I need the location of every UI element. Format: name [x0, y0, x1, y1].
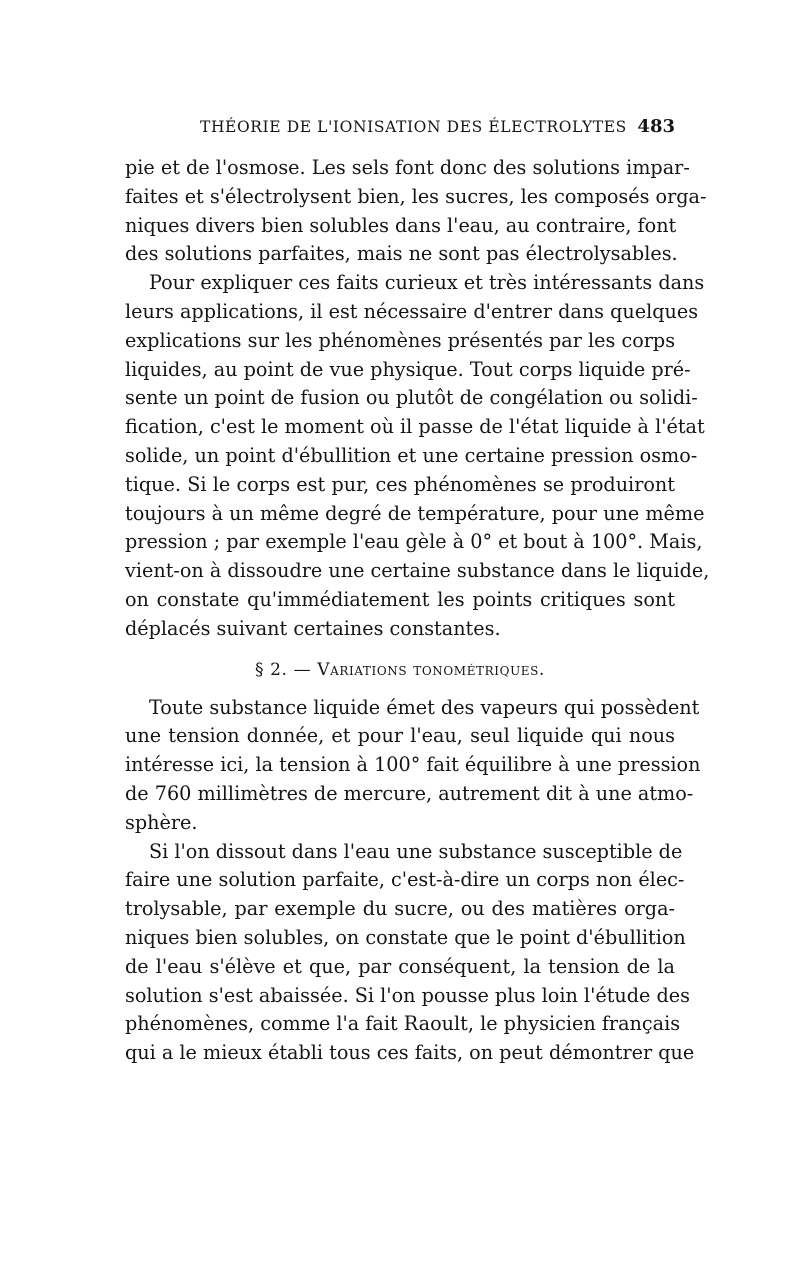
text-line: leurs applications, il est nécessaire d'entrer dans quelques: [125, 299, 699, 323]
section-number: § 2.: [255, 659, 288, 680]
text-line: solution s'est abaissée. Si l'on pousse plus loin l'étude des: [125, 983, 690, 1007]
text-line: explications sur les phénomènes présentés par les corps: [125, 328, 676, 352]
text-line: des solutions parfaites, mais ne sont pas électrolysables.: [125, 242, 678, 266]
text-line: on constate qu'immédiatement les points critiques sont: [125, 587, 675, 611]
text-line: une tension donnée, et pour l'eau, seul liquide qui nous: [125, 724, 675, 748]
text-line: de 760 millimètres de mercure, autrement dit à une atmo-: [125, 781, 694, 805]
text-line: déplacés suivant certaines constantes.: [125, 616, 501, 640]
text-line: faites et s'électrolysent bien, les sucres, les composés orga-: [125, 184, 707, 208]
text-line: vient-on à dissoudre une certaine substance dans le liquide,: [125, 559, 710, 583]
text-line: niques divers bien solubles dans l'eau, au contraire, font: [125, 213, 677, 237]
text-line: Si l'on dissout dans l'eau une substance susceptible de: [149, 839, 683, 863]
text-line: pie et de l'osmose. Les sels font donc des solutions impar-: [125, 156, 690, 179]
text-line: trolysable, par exemple du sucre, ou des matières orga-: [125, 897, 675, 921]
text-line: sphère.: [125, 810, 198, 834]
text-line: phénomènes, comme l'a fait Raoult, le physicien français: [125, 1012, 681, 1036]
page-body: [125, 154, 710, 1068]
text-line: intéresse ici, la tension à 100° fait équilibre à une pression: [125, 753, 701, 777]
paragraph-3: [125, 694, 701, 838]
text-line: toujours à un même degré de température, pour une même: [125, 501, 705, 525]
text-line: qui a le mieux établi tous ces faits, on peut démontrer que: [125, 1041, 695, 1065]
section-title: Variations tonométriques.: [317, 659, 545, 680]
section-dash: —: [293, 659, 312, 680]
paragraph-1: [125, 154, 707, 269]
text-line: niques bien solubles, on constate que le point d'ébullition: [125, 925, 686, 949]
text-line: sente un point de fusion ou plutôt de congélation ou solidi-: [125, 386, 698, 410]
text-line: solide, un point d'ébullition et une certaine pression osmo-: [125, 443, 698, 467]
text-line: Pour expliquer ces faits curieux et très intéressants dans: [149, 271, 705, 295]
text-line: Toute substance liquide émet des vapeurs qui possèdent: [149, 695, 700, 719]
text-line: tique. Si le corps est pur, ces phénomènes se produiront: [125, 472, 675, 496]
text-line: faire une solution parfaite, c'est-à-dire un corps non élec-: [125, 868, 685, 892]
running-title: THÉORIE DE L'IONISATION DES ÉLECTROLYTES: [200, 118, 627, 136]
page-number: 483: [637, 116, 675, 137]
text-line: liquides, au point de vue physique. Tout corps liquide pré-: [125, 357, 691, 381]
paragraph-2: [125, 269, 710, 643]
text-line: de l'eau s'élève et que, par conséquent, la tension de la: [125, 954, 675, 978]
text-line: pression ; par exemple l'eau gèle à 0° et bout à 100°. Mais,: [125, 530, 703, 554]
paragraph-4: [125, 838, 695, 1068]
running-header: [200, 116, 675, 140]
section-heading: [125, 650, 675, 690]
text-line: fication, c'est le moment où il passe de l'état liquide à l'état: [125, 415, 705, 439]
